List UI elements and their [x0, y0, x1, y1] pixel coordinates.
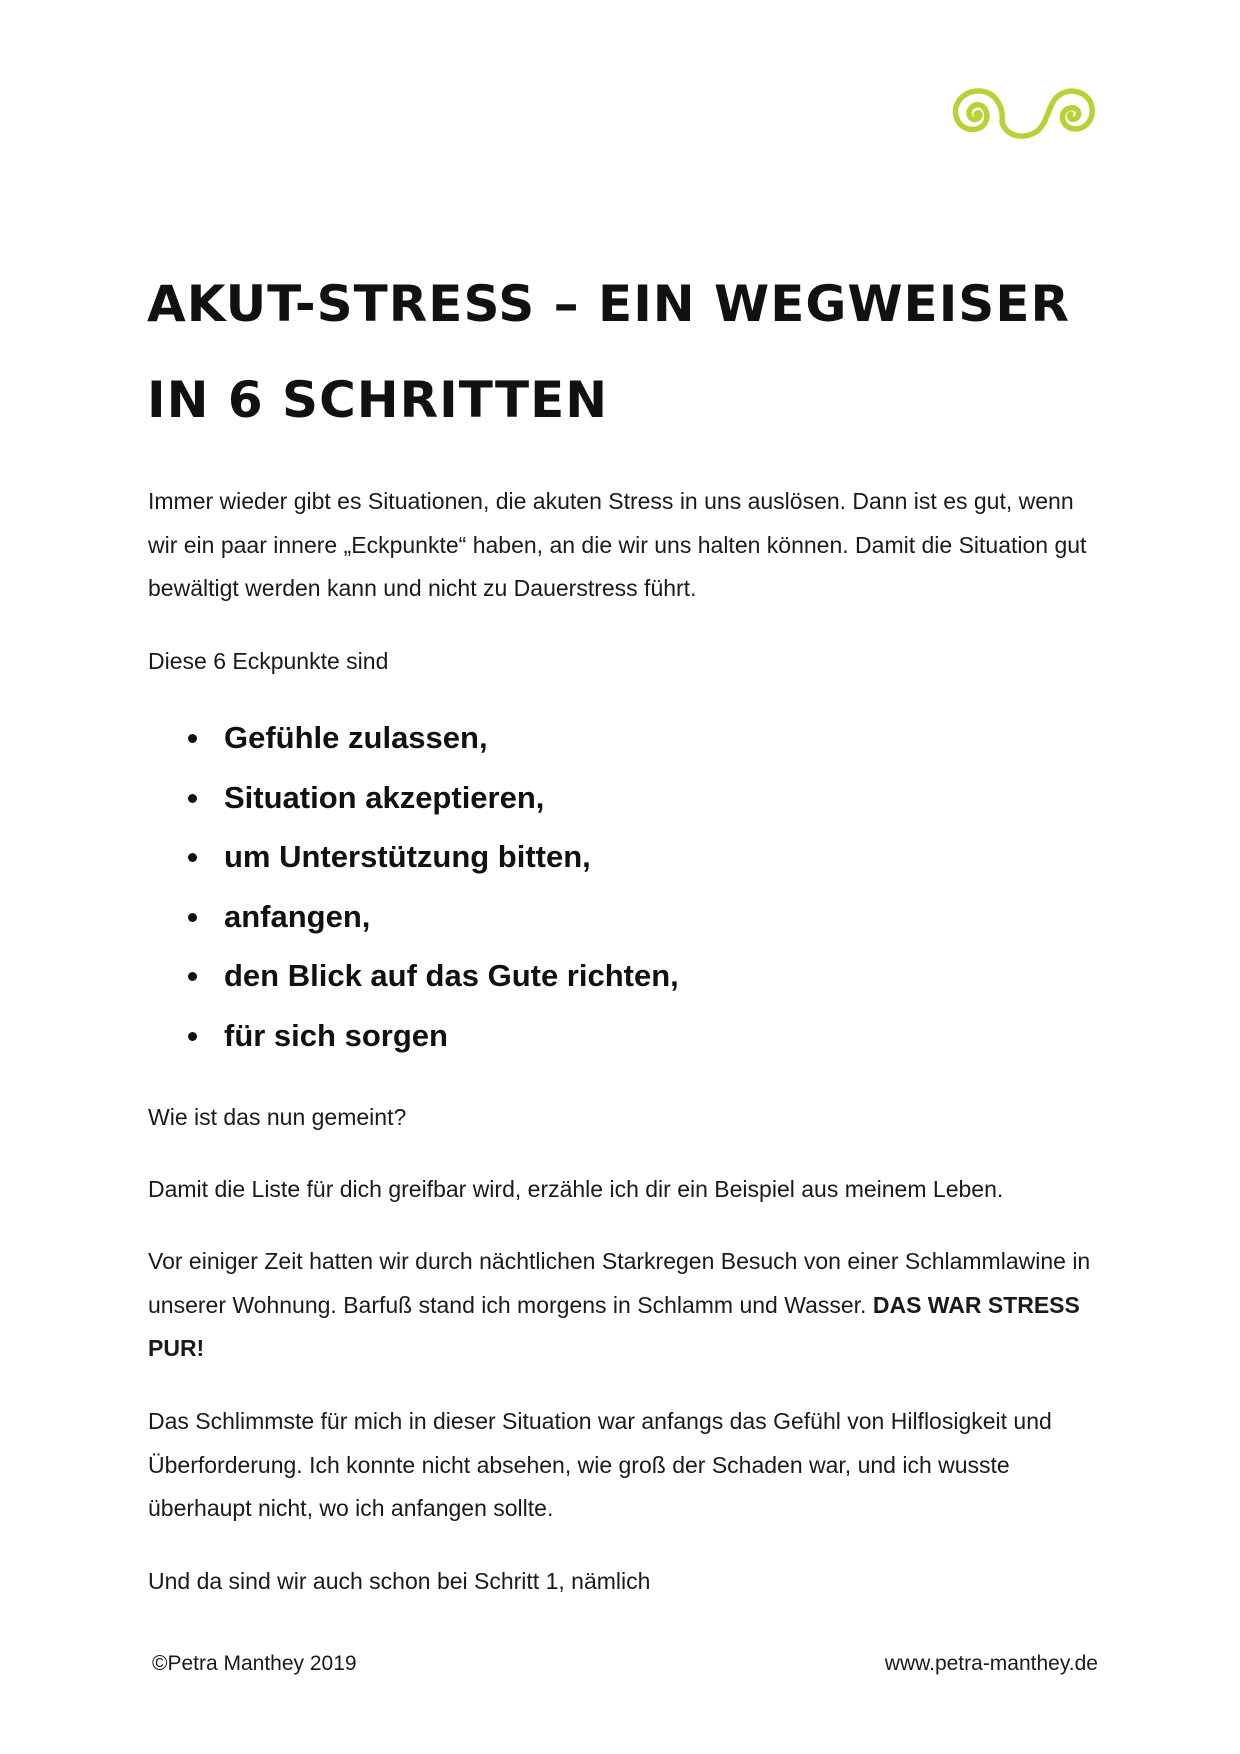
double-spiral-logo-icon — [936, 74, 1100, 146]
list-item — [148, 946, 1048, 1006]
lead-paragraph: Diese 6 Eckpunkte sind — [148, 648, 389, 674]
right-spiral — [1036, 91, 1092, 132]
left-spiral — [956, 91, 1036, 136]
title-line-1: AKUT-STRESS – EIN WEGWEISER — [147, 275, 1070, 333]
list-item — [148, 887, 1048, 947]
bullet-icon — [188, 853, 197, 862]
worst-part-paragraph: Das Schlimmste für mich in dieser Situation war anfangs das Gefühl von Hilflosigkeit und Überforderung. Ich konnte nicht absehen, wie groß der Schaden war, und ich wusste überhaupt nicht, wo ich anfangen sollte. — [148, 1408, 1052, 1521]
list-item — [148, 768, 1048, 828]
story-paragraph — [148, 1240, 1108, 1371]
question-paragraph: Wie ist das nun gemeint? — [148, 1104, 407, 1130]
list-item — [148, 827, 1048, 887]
bullet-icon — [188, 972, 197, 981]
example-intro-paragraph: Damit die Liste für dich greifbar wird, erzähle ich dir ein Beispiel aus meinem Leben. — [148, 1176, 1004, 1202]
step-one-paragraph: Und da sind wir auch schon bei Schritt 1, nämlich — [148, 1568, 651, 1594]
story-text: Vor einiger Zeit hatten wir durch nächtlichen Starkregen Besuch von einer Schlammlawine in unserer Wohnung. Barfuß stand ich morgens in Schlamm und Wasser. — [148, 1248, 1091, 1318]
bullet-icon — [188, 1032, 197, 1041]
list-item-text: Gefühle zulassen, — [224, 720, 488, 755]
page-title — [147, 256, 1107, 448]
bullet-icon — [188, 913, 197, 922]
story-emphasis: DAS WAR STRESS PUR! — [148, 1291, 1080, 1361]
eckpunkte-list — [148, 708, 1048, 1065]
list-item — [148, 708, 1048, 768]
bullet-icon — [188, 734, 197, 743]
intro-paragraph: Immer wieder gibt es Situationen, die akuten Stress in uns auslösen. Dann ist es gut, wenn wir ein paar innere „Eckpunkte“ haben, an die wir uns halten können. Damit die Situation gut bewältigt werden kann und nicht zu Dauerstress führt. — [148, 488, 1087, 601]
list-item — [148, 1006, 1048, 1066]
footer-website-link[interactable]: www.petra-manthey.de — [884, 1652, 1098, 1675]
bullet-icon — [188, 794, 197, 803]
list-item-text: für sich sorgen — [224, 1017, 448, 1053]
list-item-text: um Unterstützung bitten, — [224, 839, 591, 874]
list-item-text: den Blick auf das Gute richten, — [224, 958, 679, 993]
list-item-text: anfangen, — [224, 898, 371, 934]
title-line-2: IN 6 SCHRITTEN — [147, 371, 609, 429]
footer-copyright: ©Petra Manthey 2019 — [152, 1652, 357, 1675]
list-item-text: Situation akzeptieren, — [224, 779, 545, 815]
